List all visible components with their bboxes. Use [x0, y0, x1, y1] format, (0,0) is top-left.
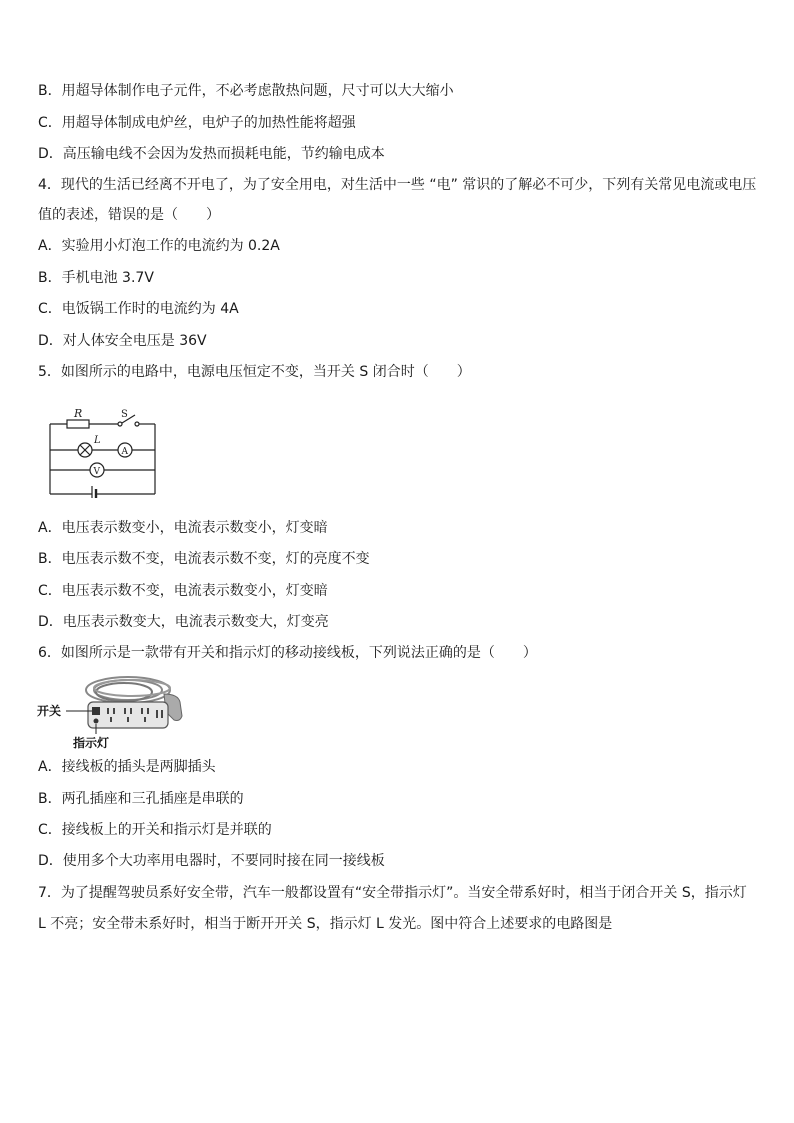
q5-option-a: A．电压表示数变小，电流表示数变小，灯变暗	[38, 520, 328, 536]
q7-stem-line2: L 不亮；安全带未系好时，相当于断开开关 S，指示灯 L 发光。图中符合上述要求的电路图是	[38, 916, 613, 932]
q4-option-d: D．对人体安全电压是 36V	[38, 333, 207, 349]
q5-option-c: C．电压表示数不变，电流表示数变小，灯变暗	[38, 583, 328, 599]
label-switch: 开关	[37, 704, 62, 718]
q6-option-c: C．接线板上的开关和指示灯是并联的	[38, 822, 272, 838]
label-ammeter: A	[121, 447, 128, 457]
label-r: R	[74, 407, 83, 420]
battery	[92, 486, 96, 498]
resistor-r	[67, 420, 89, 428]
q4-option-b: B．手机电池 3.7V	[38, 270, 154, 286]
indicator-lamp	[94, 719, 99, 724]
q4-stem-line2: 值的表述，错误的是（ ）	[38, 207, 220, 223]
q6-option-d: D．使用多个大功率用电器时，不要同时接在同一接线板	[38, 853, 385, 869]
q7-stem-line1: 7．为了提醒驾驶员系好安全带，汽车一般都设置有“安全带指示灯”。当安全带系好时，相当于闭合开关 S，指示灯	[38, 885, 747, 901]
q4-option-c: C．电饭锅工作时的电流约为 4A	[38, 301, 239, 317]
q6-power-strip-figure	[36, 672, 186, 752]
q5-circuit-diagram	[40, 406, 162, 498]
cable-coil	[86, 677, 170, 703]
q5-option-d: D．电压表示数变大，电流表示数变大，灯变亮	[38, 614, 329, 630]
switch-button	[92, 707, 100, 715]
q3-option-c: C．用超导体制成电炉丝，电炉子的加热性能将超强	[38, 115, 356, 131]
q6-stem: 6．如图所示是一款带有开关和指示灯的移动接线板，下列说法正确的是（ ）	[38, 645, 537, 661]
label-indicator: 指示灯	[73, 736, 110, 750]
q4-stem-line1: 4．现代的生活已经离不开电了，为了安全用电，对生活中一些 “电” 常识的了解必不可少，下列有关常见电流或电压	[38, 177, 757, 193]
label-voltmeter: V	[93, 467, 100, 477]
q5-option-b: B．电压表示数不变，电流表示数不变，灯的亮度不变	[38, 551, 370, 567]
q3-option-d: D．高压输电线不会因为发热而损耗电能，节约输电成本	[38, 146, 385, 162]
q3-option-b: B．用超导体制作电子元件，不必考虑散热问题，尺寸可以大大缩小	[38, 83, 454, 99]
q4-option-a: A．实验用小灯泡工作的电流约为 0.2A	[38, 238, 280, 254]
label-s: S	[121, 409, 128, 420]
label-l: L	[94, 435, 101, 446]
q5-stem: 5．如图所示的电路中，电源电压恒定不变，当开关 S 闭合时（ ）	[38, 364, 471, 380]
q6-option-a: A．接线板的插头是两脚插头	[38, 759, 216, 775]
q6-option-b: B．两孔插座和三孔插座是串联的	[38, 791, 244, 807]
